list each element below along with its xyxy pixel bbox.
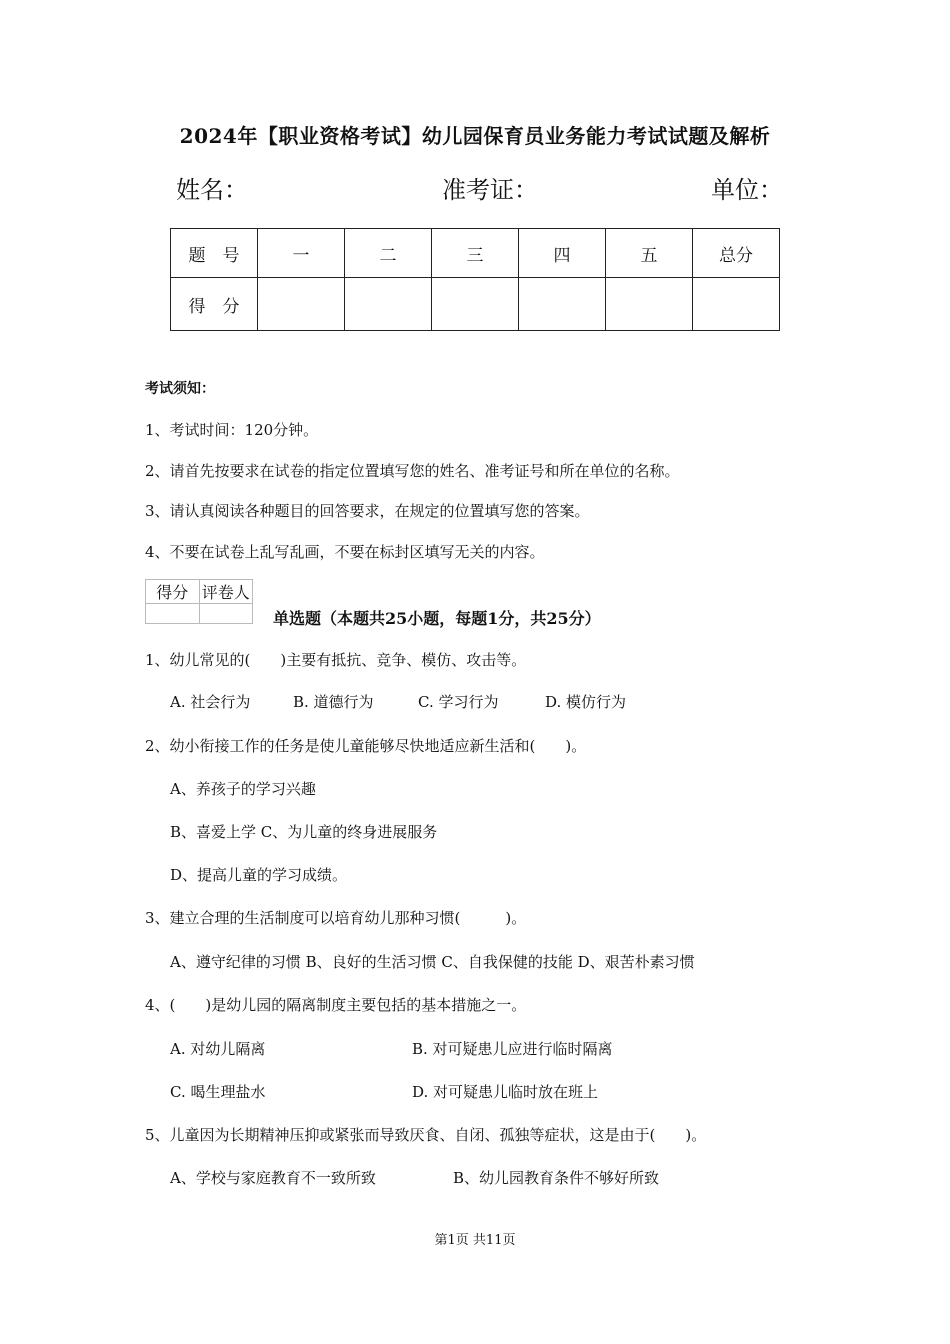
grader-score-cell[interactable]	[146, 604, 200, 624]
option[interactable]: A、遵守纪律的习惯 B、良好的生活习惯 C、自我保健的技能 D、艰苦朴素习惯	[170, 953, 695, 971]
option[interactable]: B、幼儿园教育条件不够好所致	[453, 1169, 660, 1187]
question-stem: 1、幼儿常见的( )主要有抵抗、竞争、模仿、攻击等。	[145, 651, 527, 669]
notice-heading: 考试须知：	[145, 381, 215, 397]
score-cell-total[interactable]	[693, 278, 780, 331]
header-cell-2: 二	[345, 229, 432, 278]
option[interactable]: A、学校与家庭教育不一致所致	[170, 1169, 376, 1187]
header-cell-5: 五	[606, 229, 693, 278]
notice-item: 3、请认真阅读各种题目的回答要求，在规定的位置填写您的答案。	[145, 502, 590, 520]
header-cell-4: 四	[519, 229, 606, 278]
option[interactable]: D. 模仿行为	[545, 693, 627, 711]
score-cell-4[interactable]	[519, 278, 606, 331]
section-title: 单选题（本题共25小题，每题1分，共25分）	[273, 609, 601, 628]
score-table-header-row	[171, 229, 780, 278]
option[interactable]: A、养孩子的学习兴趣	[170, 780, 316, 798]
grader-name-cell[interactable]	[199, 604, 253, 624]
unit-label: 单位：	[711, 176, 783, 204]
option[interactable]: C. 喝生理盐水	[170, 1083, 266, 1101]
score-table-score-row	[171, 278, 780, 331]
score-table	[170, 228, 780, 331]
question-stem: 5、儿童因为长期精神压抑或紧张而导致厌食、自闭、孤独等症状，这是由于( )。	[145, 1126, 707, 1144]
grader-box	[145, 579, 253, 624]
page-footer: 第1页 共11页	[434, 1233, 516, 1248]
option[interactable]: B. 对可疑患儿应进行临时隔离	[412, 1040, 613, 1058]
score-cell-3[interactable]	[432, 278, 519, 331]
notice-item: 2、请首先按要求在试卷的指定位置填写您的姓名、准考证号和所在单位的名称。	[145, 462, 680, 480]
score-cell-2[interactable]	[345, 278, 432, 331]
header-cell-question-no: 题 号	[171, 229, 258, 278]
option[interactable]: B、喜爱上学 C、为儿童的终身进展服务	[170, 823, 438, 841]
option[interactable]: C. 学习行为	[418, 693, 499, 711]
name-label: 姓名：	[176, 176, 248, 204]
option[interactable]: A. 社会行为	[170, 693, 251, 711]
option[interactable]: B. 道德行为	[293, 693, 374, 711]
grader-score-label: 得分	[146, 580, 200, 604]
grader-name-label: 评卷人	[199, 580, 253, 604]
page-title: 2024年【职业资格考试】幼儿园保育员业务能力考试试题及解析	[179, 124, 771, 148]
option[interactable]: A. 对幼儿隔离	[170, 1040, 266, 1058]
option[interactable]: D、提高儿童的学习成绩。	[170, 866, 348, 884]
notice-item: 4、不要在试卷上乱写乱画，不要在标封区填写无关的内容。	[145, 543, 545, 561]
score-row-label: 得 分	[171, 278, 258, 331]
score-cell-5[interactable]	[606, 278, 693, 331]
header-cell-1: 一	[258, 229, 345, 278]
question-stem: 2、幼小衔接工作的任务是使儿童能够尽快地适应新生活和( )。	[145, 737, 587, 755]
score-cell-1[interactable]	[258, 278, 345, 331]
header-cell-3: 三	[432, 229, 519, 278]
notice-item: 1、考试时间：120分钟。	[145, 421, 319, 439]
header-cell-total: 总分	[693, 229, 780, 278]
question-stem: 3、建立合理的生活制度可以培育幼儿那种习惯( )。	[145, 909, 527, 927]
option[interactable]: D. 对可疑患儿临时放在班上	[412, 1083, 599, 1101]
question-stem: 4、( )是幼儿园的隔离制度主要包括的基本措施之一。	[145, 996, 527, 1014]
exam-id-label: 准考证：	[442, 176, 538, 204]
